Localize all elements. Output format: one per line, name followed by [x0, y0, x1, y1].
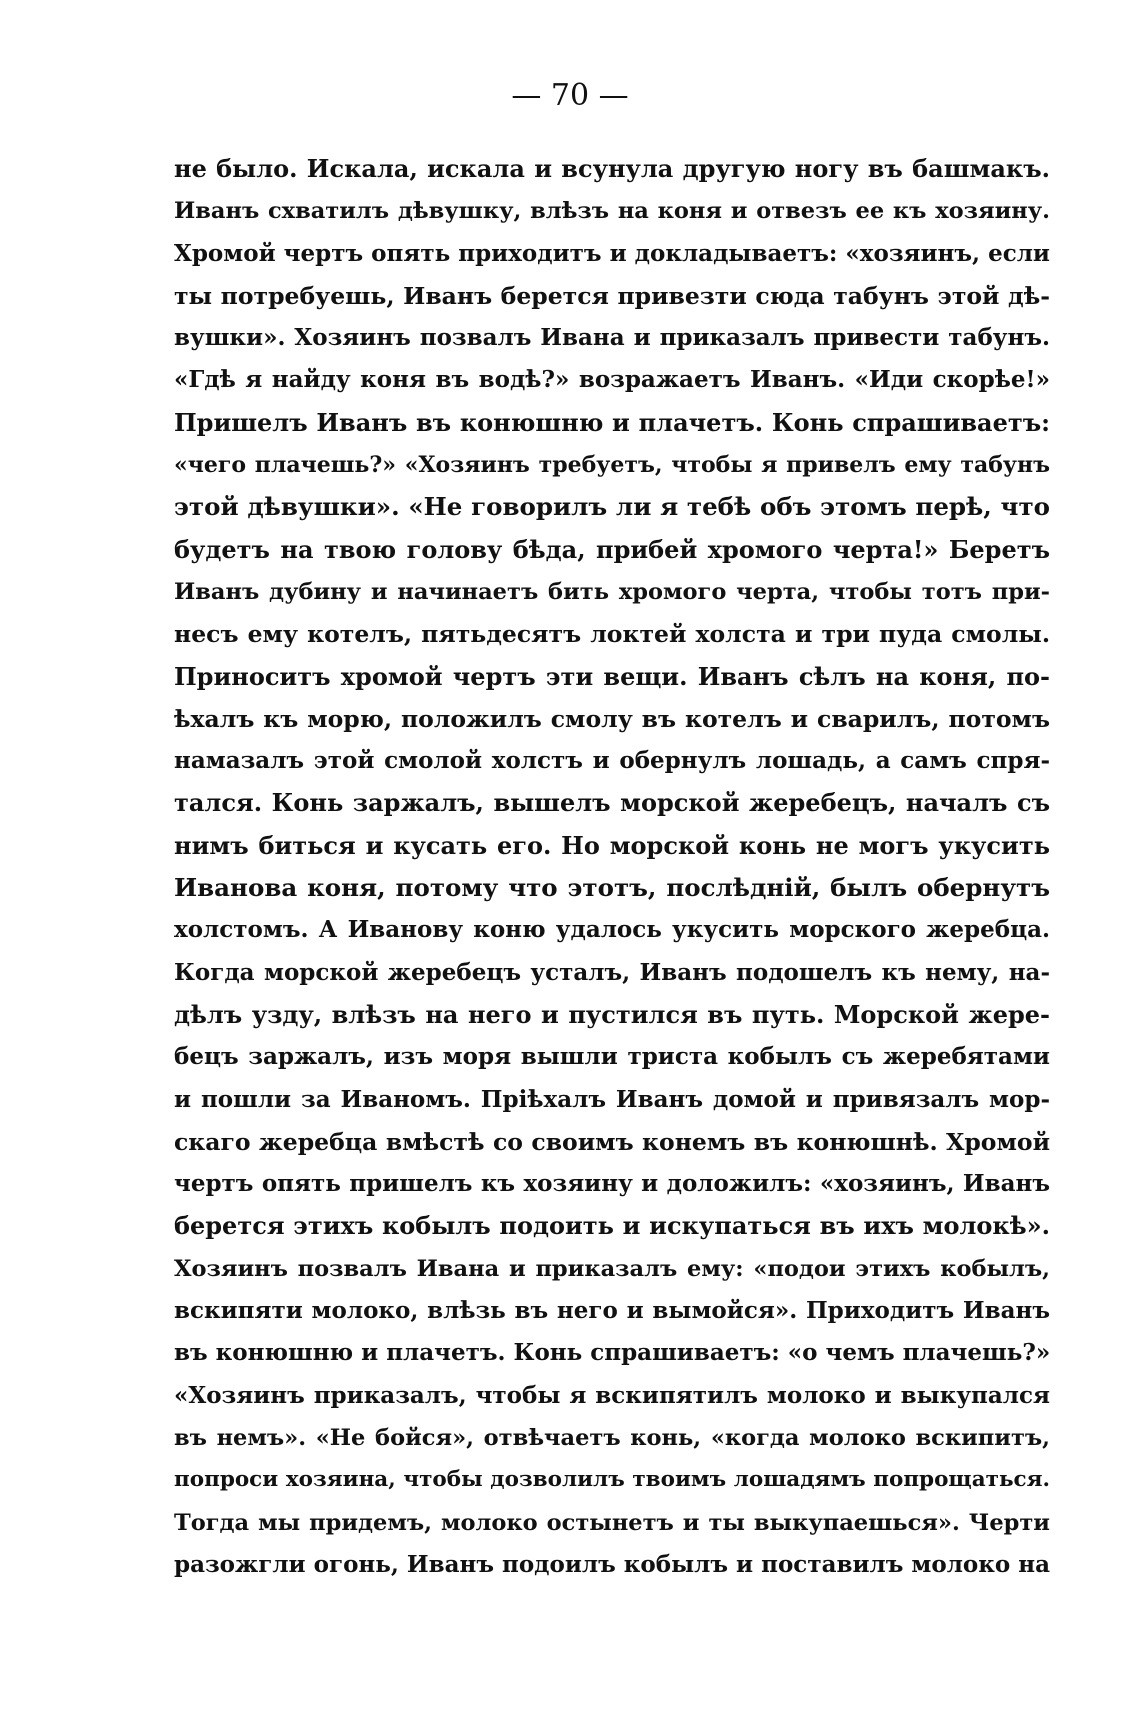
text-line: холстомъ. А Иванову коню удалось укусить морского жеребца. — [174, 916, 1050, 944]
body-text — [174, 148, 1050, 1586]
text-line: «Хозяинъ приказалъ, чтобы я вскипятилъ молоко и выкупался — [174, 1381, 1050, 1409]
text-line: Иванъ схватилъ дѣвушку, влѣзъ на коня и отвезъ ее къ хозяину. — [174, 198, 1050, 225]
text-line: въ конюшню и плачетъ. Конь спрашиваетъ: «о чемъ плачешь?» — [174, 1339, 1050, 1367]
text-line: вскипяти молоко, влѣзь въ него и вымойся». Приходитъ Иванъ — [174, 1297, 1050, 1325]
text-line: чертъ опять пришелъ къ хозяину и доложилъ: «хозяинъ, Иванъ — [174, 1170, 1050, 1198]
text-line: ѣхалъ къ морю, положилъ смолу въ котелъ и сварилъ, потомъ — [174, 704, 1050, 733]
text-line: намазалъ этой смолой холстъ и обернулъ лошадь, а самъ спря- — [174, 747, 1050, 775]
text-line: «чего плачешь?» «Хозяинъ требуетъ, чтобы я привелъ ему табунъ — [174, 452, 1050, 479]
text-line: несъ ему котелъ, пятьдесятъ локтей холста и три пуда смолы. — [174, 620, 1050, 649]
text-line: попроси хозяина, чтобы дозволилъ твоимъ лошадямъ попрощаться. — [174, 1467, 1050, 1493]
text-line: «Гдѣ я найду коня въ водѣ?» возражаетъ Иванъ. «Иди скорѣе!» — [174, 366, 1050, 394]
text-line: Пришелъ Иванъ въ конюшню и плачетъ. Конь спрашиваетъ: — [174, 407, 1050, 437]
text-line: скаго жеребца вмѣстѣ со своимъ конемъ въ конюшнѣ. Хромой — [174, 1127, 1050, 1156]
text-line: Тогда мы придемъ, молоко остынетъ и ты выкупаешься». Черти — [174, 1509, 1050, 1536]
text-line: Хромой чертъ опять приходитъ и докладываетъ: «хозяинъ, если — [174, 239, 1050, 267]
text-line: вушки». Хозяинъ позвалъ Ивана и приказалъ привести табунъ. — [174, 324, 1050, 352]
text-line: Иванъ дубину и начинаетъ бить хромого черта, чтобы тотъ при- — [174, 578, 1050, 605]
text-line: разожгли огонь, Иванъ подоилъ кобылъ и поставилъ молоко на — [174, 1550, 1050, 1578]
text-line: Когда морской жеребецъ усталъ, Иванъ подошелъ къ нему, на- — [174, 958, 1050, 986]
text-line: не было. Искала, искала и всунула другую ногу въ башмакъ. — [174, 154, 1050, 183]
text-line: берется этихъ кобылъ подоить и искупаться въ ихъ молокѣ». — [174, 1211, 1050, 1241]
text-line: Хозяинъ позвалъ Ивана и приказалъ ему: «подои этихъ кобылъ, — [174, 1255, 1050, 1282]
text-line: и пошли за Иваномъ. Пріѣхалъ Иванъ домой и привязалъ мор- — [174, 1085, 1050, 1113]
text-line: будетъ на твою голову бѣда, прибей хромого черта!» Беретъ — [174, 534, 1050, 564]
text-line: Приноситъ хромой чертъ эти вещи. Иванъ сѣлъ на коня, по- — [174, 661, 1050, 691]
text-line: дѣлъ узду, влѣзъ на него и пустился въ путь. Морской жере- — [174, 999, 1050, 1029]
text-line: этой дѣвушки». «Не говорилъ ли я тебѣ объ этомъ перѣ, что — [174, 492, 1050, 522]
text-line: бецъ заржалъ, изъ моря вышли триста кобылъ съ жеребятами — [174, 1043, 1050, 1071]
text-line: въ немъ». «Не бойся», отвѣчаетъ конь, «когда молоко вскипитъ, — [174, 1424, 1050, 1451]
page-number: — 70 — — [511, 78, 629, 113]
text-line: нимъ биться и кусать его. Но морской конь не могъ укусить — [174, 830, 1050, 860]
text-line: тался. Конь заржалъ, вышелъ морской жеребецъ, началъ съ — [174, 788, 1050, 818]
text-line: ты потребуешь, Иванъ берется привезти сюда табунъ этой дѣ- — [174, 281, 1050, 310]
text-line: Иванова коня, потому что этотъ, послѣдній, былъ обернутъ — [174, 873, 1050, 903]
